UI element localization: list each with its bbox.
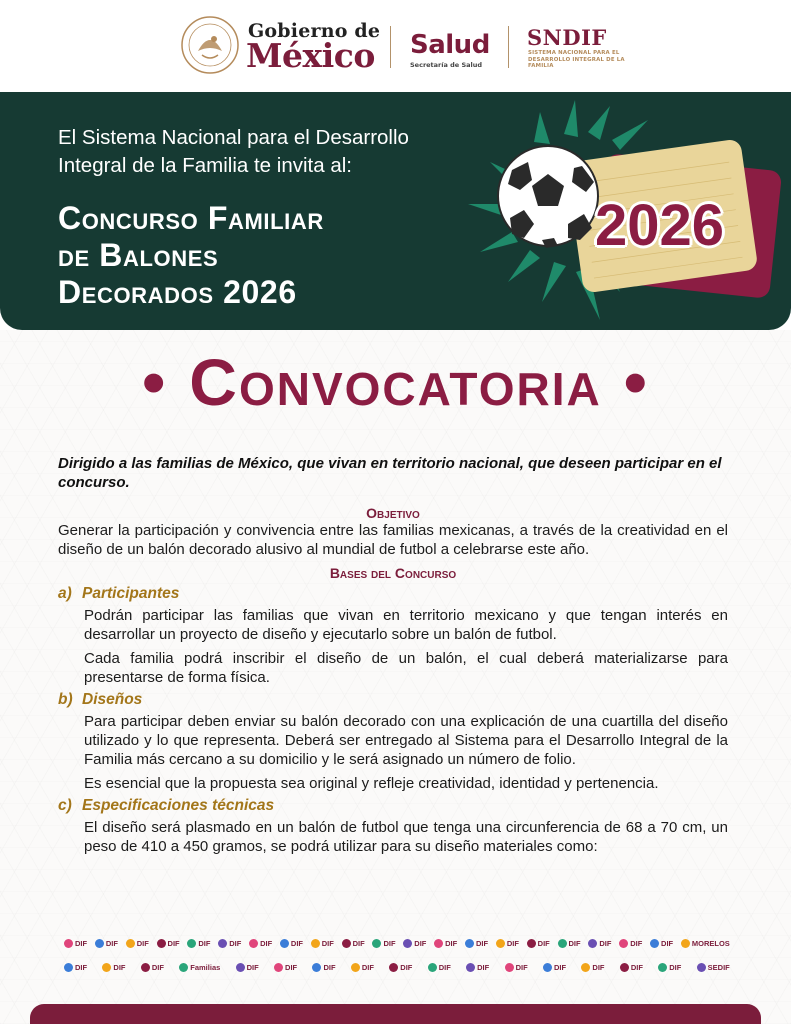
state-dif-logo — [64, 939, 87, 948]
logo-mark-icon — [249, 939, 258, 948]
state-dif-logo — [428, 963, 451, 972]
logo-mark-icon — [697, 963, 706, 972]
base-item-title: Participantes — [82, 585, 180, 602]
logo-mark-icon — [389, 963, 398, 972]
state-dif-logo — [620, 963, 643, 972]
base-item-body — [84, 606, 728, 687]
sndif-logo: SNDIF — [527, 25, 607, 50]
salud-subtitle: Secretaría de Salud — [410, 61, 483, 69]
base-paragraph: Para participar deben enviar su balón decorado con una explicación de una cuartilla del diseño utilizado y lo que representa. Deberá ser entregado al Sistema para el Desarrollo Integral de la Familia más cercano a su domicilio y le será asignado un número de folio. — [84, 713, 728, 768]
hero-intro: El Sistema Nacional para el Desarrollo Integral de la Familia te invita al: — [58, 126, 409, 177]
objetivo-heading: Objetivo — [366, 505, 420, 521]
logo-text: DIF — [568, 938, 581, 948]
logo-text: DIF — [414, 938, 427, 948]
base-item-letter: c) — [58, 797, 72, 814]
logo-text: DIF — [506, 938, 519, 948]
logo-mark-icon — [543, 963, 552, 972]
logo-mark-icon — [620, 963, 629, 972]
base-item-title: Diseños — [82, 691, 143, 708]
state-dif-logo — [342, 939, 365, 948]
logo-mark-icon — [280, 939, 289, 948]
state-dif-logo — [465, 939, 488, 948]
hero-title-line: Decorados 2026 — [58, 274, 297, 310]
logo-text: DIF — [400, 962, 413, 972]
state-dif-logo — [280, 939, 303, 948]
logo-mark-icon — [466, 963, 475, 972]
logo-mark-icon — [342, 939, 351, 948]
state-dif-logo — [187, 939, 210, 948]
logo-text: DIF — [477, 962, 490, 972]
state-dif-logo — [466, 963, 489, 972]
convocatoria-body — [58, 454, 728, 856]
logo-row — [64, 932, 730, 954]
footer-bar — [30, 1004, 761, 1024]
logo-text: DIF — [599, 938, 612, 948]
logo-text: DIF — [321, 938, 334, 948]
state-dif-logo — [102, 963, 125, 972]
logo-text: DIF — [553, 962, 567, 972]
logo-mark-icon — [312, 963, 321, 972]
logo-text: DIF — [630, 962, 643, 972]
state-dif-logo — [179, 963, 220, 972]
logo-text: DIF — [285, 962, 298, 972]
state-dif-logos — [64, 932, 730, 980]
state-dif-logo — [697, 963, 730, 972]
logo-mark-icon — [581, 963, 590, 972]
sndif-subtitle: SISTEMA NACIONAL PARA EL DESARROLLO INTEGRAL DE LA FAMILIA — [528, 50, 625, 69]
logo-mark-icon — [274, 963, 283, 972]
state-dif-logo — [218, 939, 241, 948]
base-paragraph: Cada familia podrá inscribir el diseño de un balón, el cual deberá materializarse para presentarse de forma física. — [84, 650, 728, 686]
logo-text: DIF — [198, 938, 211, 948]
state-dif-logo — [681, 939, 730, 948]
state-dif-logo — [157, 939, 180, 948]
state-dif-logo — [496, 939, 519, 948]
base-item-heading — [58, 797, 728, 815]
logo-text: DIF — [515, 962, 528, 972]
state-dif-logo — [588, 939, 611, 948]
logo-text: DIF — [661, 938, 674, 948]
state-dif-logo — [505, 963, 528, 972]
base-paragraph: Es esencial que la propuesta sea original y refleje creatividad, identidad y pertenencia. — [84, 775, 659, 792]
base-item-letter: a) — [58, 585, 72, 602]
state-dif-logo — [312, 963, 335, 972]
state-dif-logo — [236, 963, 259, 972]
logo-text: DIF — [630, 938, 643, 948]
logo-text: DIF — [383, 938, 396, 948]
logo-mark-icon — [434, 939, 443, 948]
bullet-dot: • — [623, 345, 649, 419]
logo-text: DIF — [323, 962, 336, 972]
logo-text: DIF — [151, 962, 164, 972]
logo-mark-icon — [496, 939, 505, 948]
hero-title-line: Concurso Familiar — [58, 200, 324, 236]
logo-text: DIF — [136, 938, 149, 948]
logo-mark-icon — [650, 939, 659, 948]
logo-mark-icon — [311, 939, 320, 948]
state-dif-logo — [650, 939, 673, 948]
state-dif-logo — [372, 939, 395, 948]
state-dif-logo — [581, 963, 604, 972]
logo-divider — [508, 26, 509, 68]
logo-text: DIF — [290, 938, 303, 948]
logo-text: DIF — [113, 962, 126, 972]
logo-mark-icon — [681, 939, 690, 948]
bullet-dot: • — [142, 345, 168, 419]
base-item-heading — [58, 691, 728, 709]
state-dif-logo — [403, 939, 426, 948]
logo-text: DIF — [75, 962, 88, 972]
state-dif-logo — [126, 939, 149, 948]
hero-title-line: de Balones — [58, 237, 219, 273]
logo-text: DIF — [260, 938, 273, 948]
year-badge: 2026 — [595, 193, 725, 258]
state-dif-logo — [558, 939, 581, 948]
logo-mark-icon — [428, 963, 437, 972]
logo-mark-icon — [64, 963, 73, 972]
logo-text: DIF — [475, 938, 489, 948]
logo-text: SEDIF — [707, 962, 730, 972]
logo-mark-icon — [465, 939, 474, 948]
state-dif-logo — [249, 939, 272, 948]
logo-mark-icon — [95, 939, 104, 948]
state-dif-logo — [64, 963, 87, 972]
logo-mark-icon — [187, 939, 196, 948]
gobierno-label: Gobierno de — [248, 20, 381, 42]
base-item-body — [84, 712, 728, 793]
logo-mark-icon — [619, 939, 628, 948]
logo-text: DIF — [669, 962, 682, 972]
logo-mark-icon — [588, 939, 597, 948]
logo-text: DIF — [167, 938, 180, 948]
logo-mark-icon — [351, 963, 360, 972]
state-dif-logo — [141, 963, 164, 972]
state-dif-logo — [274, 963, 297, 972]
state-dif-logo — [619, 939, 642, 948]
logo-row — [64, 956, 730, 978]
state-dif-logo — [527, 939, 550, 948]
logo-text: Familias — [190, 962, 221, 972]
logo-mark-icon — [64, 939, 73, 948]
logo-mark-icon — [102, 963, 111, 972]
logo-text: DIF — [361, 962, 374, 972]
logo-text: DIF — [352, 938, 365, 948]
logo-mark-icon — [141, 963, 150, 972]
state-dif-logo — [311, 939, 334, 948]
state-dif-logo — [95, 939, 118, 948]
logo-text: MORELOS — [691, 938, 730, 948]
hero-banner — [0, 92, 791, 330]
base-item-title: Especificaciones técnicas — [82, 797, 275, 814]
logo-text: DIF — [592, 962, 605, 972]
objetivo-text: Generar la participación y convivencia entre las familias mexicanas, a través de la creatividad en el diseño de un balón decorado alusivo al mundial de futbol a celebrarse este año. — [58, 522, 728, 558]
header-logo-bar — [0, 0, 791, 92]
state-dif-logo — [351, 963, 374, 972]
logo-mark-icon — [527, 939, 536, 948]
base-item-body — [84, 818, 728, 856]
logo-text: DIF — [438, 962, 451, 972]
hero-title — [58, 200, 478, 311]
state-dif-logo — [543, 963, 566, 972]
logo-mark-icon — [403, 939, 412, 948]
base-paragraph: Podrán participar las familias que vivan en territorio mexicano y que tengan interés en desarrollar un proyecto de diseño y ejecutarlo sobre un balón de futbol. — [84, 607, 728, 643]
base-paragraph: El diseño será plasmado en un balón de futbol que tenga una circunferencia de 68 a 70 cm, un peso de 410 a 450 gramos, se podrá utilizar para su diseño materiales como: — [84, 819, 728, 855]
state-dif-logo — [434, 939, 457, 948]
logo-mark-icon — [658, 963, 667, 972]
logo-divider — [390, 26, 391, 68]
base-item-letter: b) — [58, 691, 73, 708]
state-dif-logo — [389, 963, 412, 972]
logo-text: DIF — [229, 938, 242, 948]
logo-text: DIF — [445, 938, 458, 948]
logo-mark-icon — [558, 939, 567, 948]
logo-mark-icon — [179, 963, 188, 972]
logo-text: DIF — [75, 938, 88, 948]
logo-mark-icon — [218, 939, 227, 948]
mexico-label: México — [246, 36, 375, 75]
logo-mark-icon — [372, 939, 381, 948]
logo-text: DIF — [246, 962, 259, 972]
logo-text: DIF — [537, 938, 550, 948]
bases-heading: Bases del Concurso — [329, 565, 457, 581]
salud-logo: Salud — [410, 30, 490, 60]
audience-text: Dirigido a las familias de México, que vivan en territorio nacional, que deseen participar en el concurso. — [58, 455, 722, 491]
state-dif-logo — [658, 963, 681, 972]
logo-mark-icon — [126, 939, 135, 948]
convocatoria-title: Convocatoria — [189, 345, 602, 419]
logo-mark-icon — [236, 963, 245, 972]
logo-mark-icon — [505, 963, 514, 972]
convocatoria-heading — [0, 344, 791, 420]
base-item-heading — [58, 585, 728, 603]
logo-text: DIF — [105, 938, 118, 948]
national-seal-icon — [180, 15, 240, 75]
logo-mark-icon — [157, 939, 166, 948]
